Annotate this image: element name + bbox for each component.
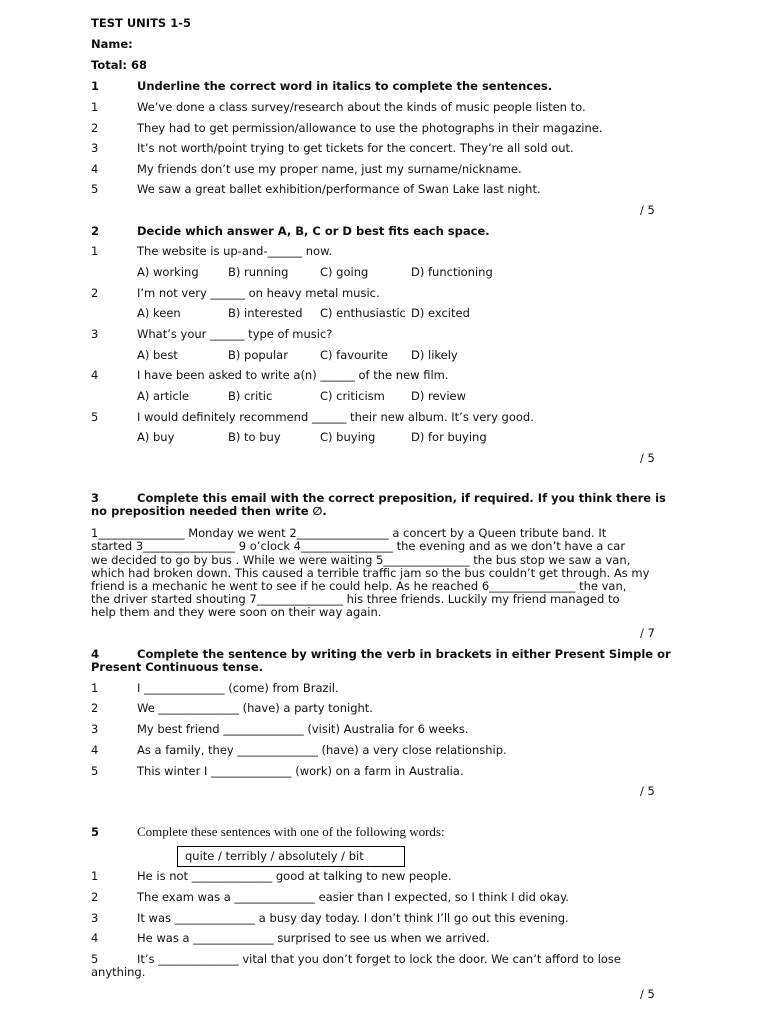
word-box: quite / terribly / absolutely / bit: [177, 846, 405, 867]
item-text: The exam was a ______________ easier than I expected, so I think I did okay.: [137, 890, 569, 904]
item-number: 3: [91, 141, 99, 155]
option-d: D) for buying: [411, 430, 487, 444]
section-instruction: Complete these sentences with one of the following words:: [137, 824, 445, 839]
item-text: We’ve done a class survey/research about the kinds of music people listen to.: [137, 100, 586, 114]
item-number: 4: [91, 368, 99, 382]
section-instruction-line-1: Complete the sentence by writing the verb in brackets in either Present Simple or: [137, 647, 671, 661]
item-text: My best friend ______________ (visit) Australia for 6 weeks.: [137, 722, 469, 736]
item-text-continuation: anything.: [91, 965, 146, 979]
item-number: 4: [91, 162, 99, 176]
item-text: What’s your ______ type of music?: [137, 327, 333, 341]
item-number: 1: [91, 869, 99, 883]
option-a: A) working: [137, 265, 199, 279]
item-text: I would definitely recommend ______ their new album. It’s very good.: [137, 410, 534, 424]
email-line: help them and they were soon on their way again.: [91, 605, 382, 619]
option-c: C) enthusiastic: [320, 306, 406, 320]
email-line: 1_______________ Monday we went 2________________ a concert by a Queen tribute band. It: [91, 526, 607, 540]
item-number: 1: [91, 244, 99, 258]
option-b: B) popular: [228, 348, 288, 362]
option-a: A) best: [137, 348, 178, 362]
item-number: 1: [91, 681, 99, 695]
item-number: 4: [91, 931, 99, 945]
option-d: D) likely: [411, 348, 458, 362]
item-number: 5: [91, 952, 99, 966]
item-number: 3: [91, 327, 99, 341]
section-instruction: Underline the correct word in italics to complete the sentences.: [137, 79, 553, 93]
test-title: TEST UNITS 1-5: [91, 16, 191, 30]
section-score: / 7: [640, 626, 655, 640]
option-b: B) critic: [228, 389, 273, 403]
item-text: It was ______________ a busy day today. I don’t think I’ll go out this evening.: [137, 911, 569, 925]
total-label: Total: 68: [91, 58, 148, 72]
section-number: 1: [91, 79, 100, 93]
item-text: He was a ______________ surprised to see us when we arrived.: [137, 931, 490, 945]
section-score: / 5: [640, 784, 655, 798]
item-number: 5: [91, 410, 99, 424]
section-instruction-line-2: Present Continuous tense.: [91, 660, 264, 674]
item-number: 2: [91, 890, 99, 904]
item-text: I’m not very ______ on heavy metal music.: [137, 286, 380, 300]
option-d: D) review: [411, 389, 467, 403]
section-instruction-line-2: no preposition needed then write ∅.: [91, 504, 327, 518]
section-score: / 5: [640, 203, 655, 217]
section-number: 4: [91, 647, 100, 661]
item-text: We saw a great ballet exhibition/performance of Swan Lake last night.: [137, 182, 541, 196]
option-d: D) functioning: [411, 265, 493, 279]
item-number: 3: [91, 911, 99, 925]
email-line: the driver started shouting 7_______________ his three friends. Luckily my friend managed to: [91, 592, 620, 606]
item-text: The website is up-and-______ now.: [137, 244, 333, 258]
section-instruction: Decide which answer A, B, C or D best fits each space.: [137, 224, 490, 238]
option-c: C) buying: [320, 430, 376, 444]
email-line: started 3________________ 9 o’clock 4________________ the evening and as we don’t have a car: [91, 539, 626, 553]
section-score: / 5: [640, 987, 655, 1001]
email-line: friend is a mechanic he went to see if he could help. As he reached 6_______________ the van,: [91, 579, 627, 593]
item-text: They had to get permission/allowance to use the photographs in their magazine.: [137, 121, 603, 135]
option-b: B) to buy: [228, 430, 281, 444]
name-label: Name:: [91, 37, 133, 51]
item-number: 4: [91, 743, 99, 757]
option-b: B) running: [228, 265, 289, 279]
item-text: We ______________ (have) a party tonight.: [137, 701, 373, 715]
option-c: C) going: [320, 265, 369, 279]
section-number: 2: [91, 224, 100, 238]
option-d: D) excited: [411, 306, 470, 320]
item-text: This winter I ______________ (work) on a farm in Australia.: [137, 764, 464, 778]
item-number: 5: [91, 764, 99, 778]
section-score: / 5: [640, 451, 655, 465]
item-text: I ______________ (come) from Brazil.: [137, 681, 339, 695]
option-c: C) criticism: [320, 389, 385, 403]
option-a: A) article: [137, 389, 190, 403]
section-number: 3: [91, 491, 100, 505]
email-line: we decided to go by bus . While we were waiting 5_______________ the bus stop we saw a van,: [91, 553, 631, 567]
section-instruction-line-1: Complete this email with the correct preposition, if required. If you think there is: [137, 491, 666, 505]
item-number: 2: [91, 121, 99, 135]
item-text: It’s not worth/point trying to get tickets for the concert. They’re all sold out.: [137, 141, 574, 155]
item-number: 3: [91, 722, 99, 736]
item-text: It’s ______________ vital that you don’t forget to lock the door. We can’t afford to lose: [137, 952, 621, 966]
email-line: which had broken down. This caused a terrible traffic jam so the bus couldn’t get through. As my: [91, 566, 650, 580]
item-number: 5: [91, 182, 99, 196]
item-text: He is not ______________ good at talking to new people.: [137, 869, 452, 883]
item-number: 2: [91, 701, 99, 715]
item-text: My friends don’t use my proper name, just my surname/nickname.: [137, 162, 522, 176]
option-a: A) keen: [137, 306, 181, 320]
item-number: 1: [91, 100, 99, 114]
option-b: B) interested: [228, 306, 303, 320]
item-text: As a family, they ______________ (have) a very close relationship.: [137, 743, 507, 757]
item-text: I have been asked to write a(n) ______ of the new film.: [137, 368, 449, 382]
item-number: 2: [91, 286, 99, 300]
option-c: C) favourite: [320, 348, 388, 362]
section-number: 5: [91, 825, 100, 839]
option-a: A) buy: [137, 430, 175, 444]
